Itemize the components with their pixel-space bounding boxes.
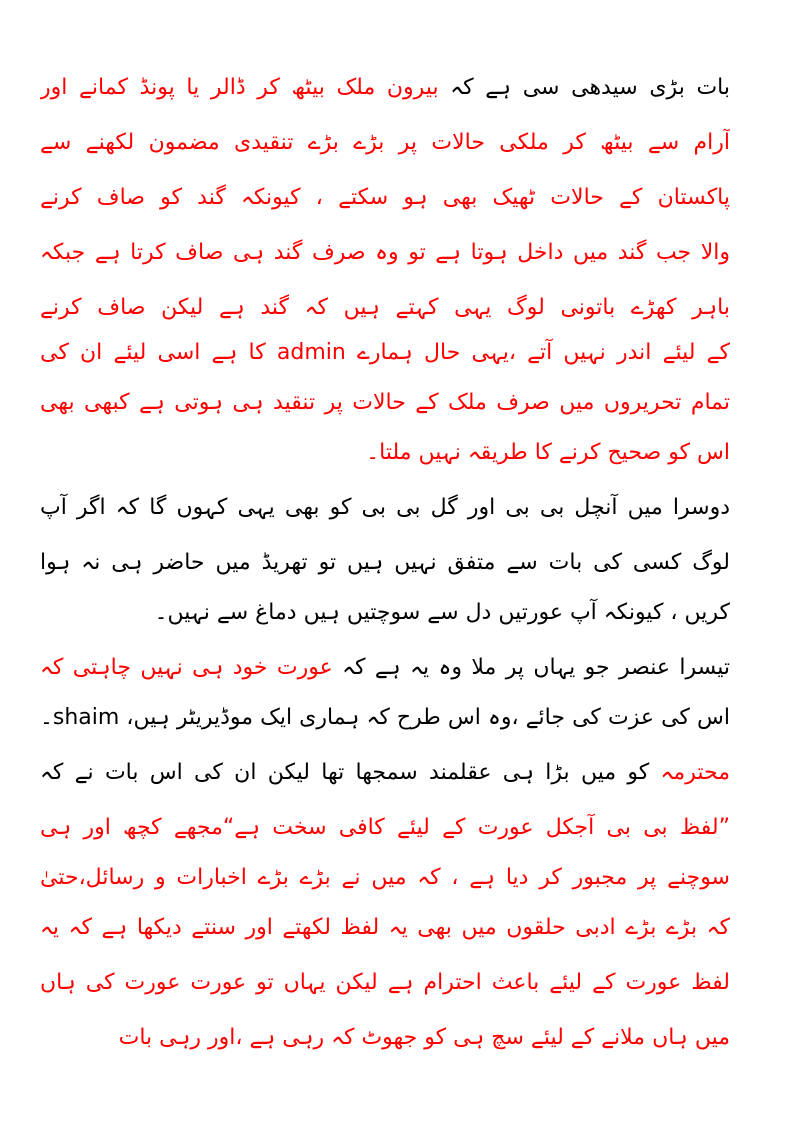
- text-segment: عورت خود ہی نہیں چاہتی کہ: [40, 655, 333, 680]
- text-line: باہر کھڑے باتونی لوگ یہی کہتے ہیں کہ گند ہے لیکن صاف کرنے: [40, 295, 730, 320]
- text-line: آرام سے بیٹھ کر ملکی حالات پر بڑے بڑے تنقیدی مضمون لکھنے سے: [40, 130, 730, 155]
- text-line: اس کی عزت کی جائے ،وہ اس طرح کہ ہماری ایک موڈیریٹر ہیں، shaim۔: [40, 705, 730, 730]
- text-line: [40, 68, 730, 108]
- text-line: اس کو صحیح کرنے کا طریقہ نہیں ملتا۔: [366, 440, 730, 465]
- text-line: [40, 648, 730, 688]
- text-line: سوچنے پر مجبور کر دیا ہے ، کہ میں نے بڑے بڑے اخبارات و رسائل،حتیٰ: [40, 865, 730, 890]
- text-line: کریں ، کیونکہ آپ عورتیں دل سے سوچتیں ہیں دماغ سے نہیں۔: [154, 600, 730, 625]
- text-line: ”لفظ بی بی آجکل عورت کے لیئے کافی سخت ہے“مجھے کچھ اور ہی: [40, 815, 730, 840]
- text-line: لفظ عورت کے لیئے باعث احترام ہے لیکن یہاں تو عورت عورت کی ہاں: [40, 970, 730, 995]
- text-segment: محترمہ: [649, 760, 730, 785]
- text-segment: بیرون ملک بیٹھ کر ڈالر یا پونڈ کمانے اور: [40, 75, 439, 100]
- text-line: میں ہاں ملانے کے لیئے سچ ہی کو جھوٹ کہ رہی ہے ،اور رہی بات: [118, 1025, 730, 1050]
- text-line: کہ بڑے بڑے ادبی حلقوں میں بھی یہ لفظ لکھتے اور سنتے دیکھا ہے کہ یہ: [40, 915, 730, 940]
- text-segment: بات بڑی سیدھی سی ہے کہ: [438, 75, 730, 100]
- text-line: پاکستان کے حالات ٹھیک بھی ہو سکتے ، کیونکہ گند کو صاف کرنے: [40, 185, 730, 210]
- text-line: تمام تحریروں میں صرف ملک کے حالات پر تنقید ہی ہوتی ہے کبھی بھی: [40, 390, 730, 415]
- text-segment: تیسرا عنصر جو یہاں پر ملا وہ یہ ہے کہ: [332, 655, 730, 680]
- text-line: والا جب گند میں داخل ہوتا ہے تو وہ صرف گند ہی صاف کرتا ہے جبکہ: [40, 240, 730, 265]
- text-line: کے لیئے اندر نہیں آتے ،یہی حال ہمارے admin کا ہے اسی لیئے ان کی: [40, 340, 730, 365]
- text-segment: کو میں بڑا ہی عقلمند سمجھا تھا لیکن ان کی اس بات نے کہ: [40, 760, 650, 785]
- text-line: لوگ کسی کی بات سے متفق نہیں ہیں تو تھریڈ میں حاضر ہی نہ ہوا: [40, 550, 730, 575]
- text-line: دوسرا میں آنچل بی بی اور گل بی بی کو بھی یہی کہوں گا کہ اگر آپ: [40, 495, 730, 520]
- text-line: [40, 753, 730, 793]
